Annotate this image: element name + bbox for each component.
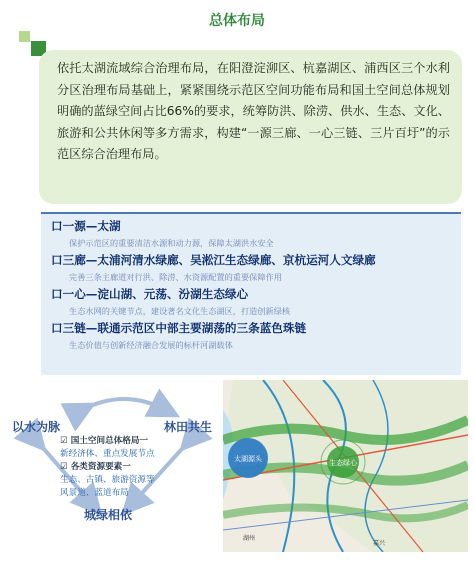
plans-panel <box>41 212 461 375</box>
top-arrow <box>82 399 166 410</box>
plan-item <box>51 319 461 353</box>
note-row: 风景道、蓝道布局 <box>60 488 129 498</box>
intro-box <box>39 50 462 204</box>
map-label-jiaxing: 嘉兴 <box>373 540 386 547</box>
map-label-huzhou: 湖州 <box>243 535 256 542</box>
plan-item <box>51 285 461 319</box>
note-row: 生态、古镇、旅游资源等 <box>60 475 155 485</box>
diagram-notes <box>60 435 155 500</box>
plan-item <box>51 251 461 285</box>
label-forest: 林田共生 <box>164 420 213 434</box>
map-label-core: 生态绿心 <box>329 459 357 467</box>
note-row: ☑ 国土空间总体格局一 <box>60 436 149 446</box>
map-label-source: 太湖源头 <box>234 455 262 463</box>
checkbox-icon: 口 <box>51 321 63 335</box>
plan-heading: 三链—联通示范区中部主要湖荡的三条蓝色珠链 <box>62 321 307 335</box>
plan-heading: 一源—太湖 <box>62 219 121 233</box>
layout-map <box>223 380 468 552</box>
label-city: 城绿相依 <box>84 508 133 522</box>
plan-description: 生态水网的关键节点，建设著名文化生态湖区，打造创新绿核 <box>69 306 291 316</box>
note-row: ☑ 各类资源要素一 <box>60 462 131 472</box>
checkbox-icon: 口 <box>51 287 63 301</box>
label-water: 以水为脉 <box>12 420 61 434</box>
intro-paragraph: 依托太湖流域综合治理布局，在阳澄淀泖区、杭嘉湖区、浦西区三个水利分区治理布局基础上，紧紧围绕示范区空间功能布局和国土空间总体规划明确的蓝绿空间占比66%的要求，统筹防洪、除涝、供水、生态、文化、旅游和公共休闲等多方需求，构建“一源三廊、一心三链、三片百圩”的示范区综合治理布局。 <box>57 61 450 162</box>
plan-description: 保护示范区的重要清洁水源和动力源，保障太湖洪水安全 <box>69 238 274 248</box>
note-row: 新经济体、重点发展节点 <box>60 449 155 459</box>
plan-description: 完善三条主廊道对行洪、除涝、水资源配置的重要保障作用 <box>69 272 282 282</box>
plan-heading: 一心—淀山湖、元荡、汾湖生态绿心 <box>62 287 249 301</box>
plan-description: 生态价值与创新经济融合发展的标杆河湖载体 <box>69 340 233 350</box>
page-title: 总体布局 <box>209 13 265 29</box>
map-graphic <box>223 380 468 552</box>
checkbox-icon: 口 <box>51 253 63 267</box>
plan-heading: 三廊—太浦河清水绿廊、吴淞江生态绿廊、京杭运河人文绿廊 <box>62 253 376 267</box>
checkbox-icon: 口 <box>51 219 63 233</box>
plan-item <box>51 217 461 251</box>
decor-square-light <box>19 31 30 42</box>
triangle-diagram <box>0 388 222 566</box>
